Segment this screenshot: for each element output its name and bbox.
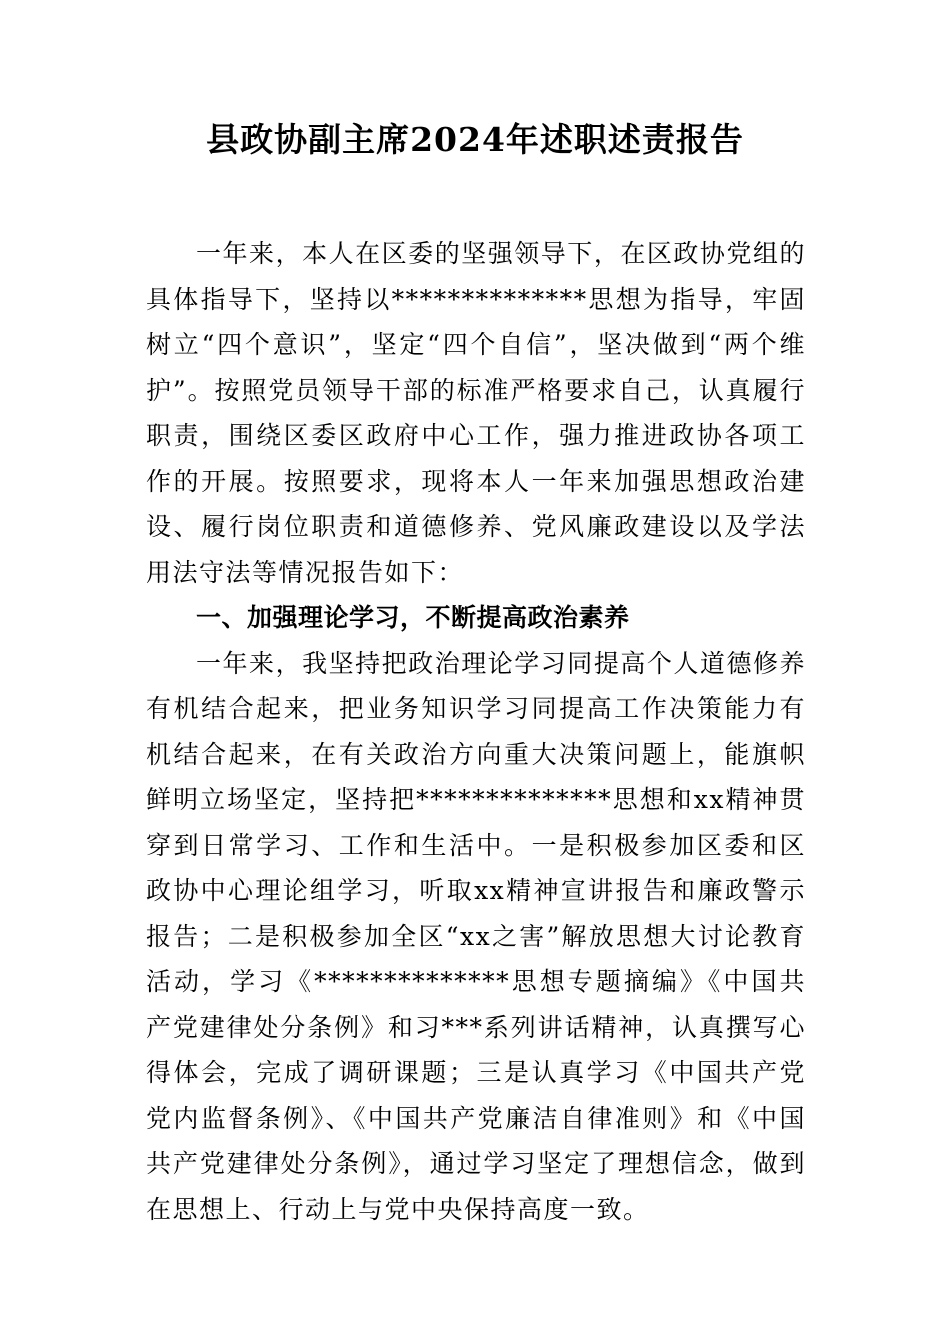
document-body	[146, 231, 806, 1232]
document-title: 县政协副主席2024年述职述责报告	[206, 120, 744, 159]
intro-paragraph: 一年来，本人在区委的坚强领导下，在区政协党组的具体指导下，坚持以**************思想为指导，牢固树立“四个意识”，坚定“四个自信”，坚决做到“两个维护”。按照党员领导干部的标准严格要求自己，认真履行职责，围绕区委区政府中心工作，强力推进政协各项工作的开展。按照要求，现将本人一年来加强思想政治建设、履行岗位职责和道德修养、党风廉政建设以及学法用法守法等情况报告如下：	[146, 239, 806, 587]
section-1-paragraph: 一年来，我坚持把政治理论学习同提高个人道德修养有机结合起来，把业务知识学习同提高工作决策能力有机结合起来，在有关政治方向重大决策问题上，能旗帜鲜明立场坚定，坚持把**************思想和xx精神贯穿到日常学习、工作和生活中。一是积极参加区委和区政协中心理论组学习，听取xx精神宣讲报告和廉政警示报告；二是积极参加全区“xx之害”解放思想大讨论教育活动，学习《**************思想专题摘编》《中国共产党建律处分条例》和习***系列讲话精神，认真撰写心得体会，完成了调研课题；三是认真学习《中国共产党党内监督条例》、《中国共产党廉洁自律准则》和《中国共产党建律处分条例》，通过学习坚定了理想信念，做到在思想上、行动上与党中央保持高度一致。	[146, 648, 806, 1224]
section-1-heading: 一、加强理论学习，不断提高政治素养	[196, 603, 630, 632]
